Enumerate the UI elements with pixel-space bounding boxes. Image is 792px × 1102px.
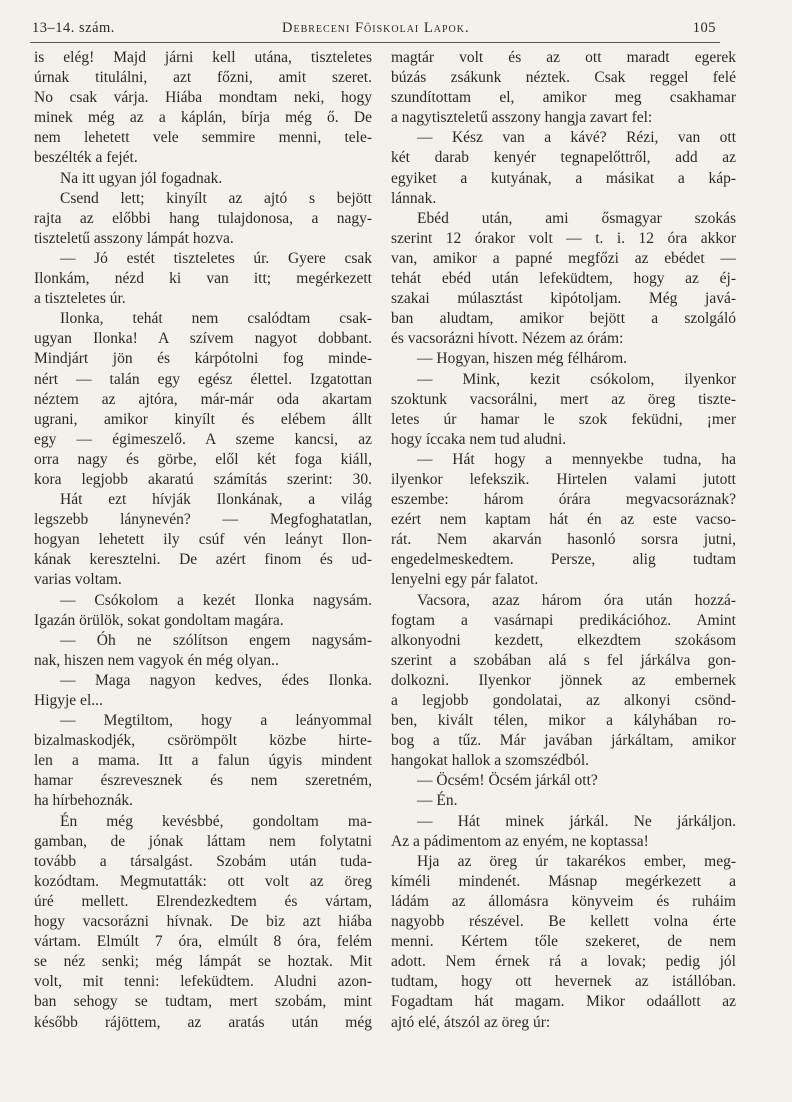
text-line: fogtam a vasárnapi predikációhoz. Amint — [391, 611, 736, 629]
running-header — [32, 20, 716, 42]
text-line: is elég! Majd járni kell utána, tiszteletes — [34, 49, 372, 66]
text-line: Ilonka, tehát nem csalódtam csak- — [60, 310, 372, 328]
text-line: menni. Kértem tőle szekeret, de nem — [391, 933, 736, 951]
text-line: Vacsora, azaz három óra után hozzá- — [417, 591, 736, 609]
text-line: szundítottam el, amikor meg csakhamar — [391, 89, 736, 107]
text-line: — Öcsém! Öcsém járkál ott? — [417, 772, 598, 790]
text-line: szerint a szobában alá s fel járkálva gon- — [391, 651, 736, 669]
text-line: ezért nem kaptam hát én az este vacso- — [391, 511, 736, 529]
text-line: — Hát minek járkál. Ne járkáljon. — [417, 812, 736, 830]
text-line: magtár volt és az ott maradt egerek — [391, 49, 736, 66]
text-line: úrnak titulálni, azt főzni, amit szeret. — [34, 69, 372, 87]
text-line: Csend lett; kinyílt az ajtó s bejött — [60, 189, 372, 207]
text-line: Én még kevésbbé, gondoltam ma- — [60, 812, 372, 830]
text-line: hogyan lehetett ily csúf vén leányt Ilon- — [34, 531, 372, 549]
text-line: ajtó elé, átszól az öreg úr: — [391, 1013, 551, 1031]
text-line: — Hogyan, hiszen még félhárom. — [417, 350, 628, 368]
text-line: gamban, de jónak láttam nem folytatni — [34, 832, 372, 850]
text-line: len a mama. Itt a falun úgyis mindent — [34, 752, 372, 770]
text-line: eszembe: három órára megvacsoráznak? — [391, 491, 736, 509]
text-line: ha hírbehoznák. — [34, 792, 133, 810]
issue-number: 13–14. szám. — [32, 20, 115, 36]
left-column — [34, 48, 372, 1033]
text-line: Mindjárt jön és kárpótolni fog minde- — [34, 350, 372, 368]
text-line: ugyan Ilonka! A szívem nagyot dobbant. — [34, 330, 372, 348]
text-line: szerint 12 órakor volt — t. i. 12 óra akkor — [391, 229, 736, 247]
text-line: — Hát hogy a mennyekbe tudna, ha — [417, 450, 736, 468]
text-line: úré mellett. Elrendezkedtem és vártam, — [34, 892, 372, 910]
text-line: a nagytiszteletű asszony hangja zavart fel: — [391, 109, 653, 127]
text-line: hogy íccaka nem tud aludni. — [391, 430, 567, 448]
text-line: tudtam, hogy ott hevernek az istállóban. — [391, 973, 736, 991]
text-line: lánnak. — [391, 189, 437, 207]
text-line: adott. Nem érnek rá a lovak; pedig jól — [391, 953, 736, 971]
text-line: tovább a társalgást. Szobám után tuda- — [34, 852, 372, 870]
text-line: tehát ebéd után lefeküdtem, hogy az éj- — [391, 270, 736, 288]
text-line: hamar észrevesznek és nem szeretném, — [34, 772, 372, 790]
text-line: rajta az előbbi hang tulajdonosa, a nagy- — [34, 209, 372, 227]
text-line: szoktunk vacsorálni, mert az öreg tiszte- — [391, 390, 736, 408]
text-line: alkonyodni kezdett, elkezdtem szokásom — [391, 631, 736, 649]
text-line: Az a pádimentom az enyém, ne koptassa! — [391, 832, 649, 850]
text-line: dolkozni. Ilyenkor jönnek az embernek — [391, 671, 736, 689]
text-line: ládám az állomásra könyveim és ruháim — [391, 892, 736, 910]
text-line: lenyelni egy pár falatot. — [391, 571, 539, 589]
text-line: nagyobb részével. Be kellett volna érte — [391, 913, 736, 931]
text-line: bizalmaskodjék, csörömpölt közbe hirte- — [34, 732, 372, 750]
text-line: — Mink, kezit csókolom, ilyenkor — [417, 370, 736, 388]
text-line: beszélték a fejét. — [34, 149, 138, 167]
text-line: No csak várja. Hiába mondtam neki, hogy — [34, 89, 372, 107]
text-line: engedelmeskedtem. Persze, alig tudtam — [391, 551, 736, 569]
text-line: — Maga nagyon kedves, édes Ilonka. — [60, 671, 372, 689]
text-line: Na itt ugyan jól fogadnak. — [60, 169, 223, 187]
text-line: vártam. Elmúlt 7 óra, elmúlt 8 óra, felém — [34, 933, 372, 951]
text-line: kíméli mindenét. Másnap megérkezett a — [391, 872, 736, 890]
text-line: a legjobb gondolatai, az alkonyi csönd- — [391, 692, 736, 709]
text-line: egy — égimeszelő. A szeme kancsi, az — [34, 430, 372, 448]
text-line: van, amikor a papné megfőzi az ebédet — — [391, 249, 736, 267]
header-rule — [30, 42, 720, 43]
text-line: szakai múlasztást kipótoljam. Még javá- — [391, 290, 736, 308]
text-line: ben, kivált télen, mikor a kályhában ro- — [391, 712, 736, 730]
text-line: hangokat hallok a szomszédból. — [391, 752, 590, 770]
text-line: Hát ezt hívják Ilonkának, a világ — [60, 491, 372, 509]
text-line: kora legjobb akaratú számítás szerint: 30. — [34, 470, 372, 488]
text-line: tiszteletű asszony lámpát hozva. — [34, 229, 234, 247]
text-line: bog a tűz. Már javában járkáltam, amikor — [391, 732, 736, 750]
text-line: nem lehetett vele semmire menni, tele- — [34, 129, 372, 147]
text-line: se néz senki; még lámpát se hoztak. Mit — [34, 953, 372, 971]
text-line: Ebéd után, ami ősmagyar szokás — [417, 209, 736, 227]
text-line: a tiszteletes úr. — [34, 290, 126, 308]
text-line: — Jó estét tiszteletes úr. Gyere csak — [60, 249, 372, 267]
text-line: búzás zsákunk néztek. Csak reggel felé — [391, 69, 736, 87]
text-line: — Kész van a kávé? Rézi, van ott — [417, 129, 736, 147]
text-line: kozódtam. Megmutatták: ott volt az öreg — [34, 872, 372, 890]
text-line: ban aludtam, amikor bejött a szolgáló — [391, 310, 736, 328]
text-line: Igazán örülök, sokat gondoltam magára. — [34, 611, 284, 629]
text-line: volt, mit tenni: lefeküdtem. Aludni azon- — [34, 973, 372, 991]
text-line: — Megtiltom, hogy a leányommal — [60, 712, 372, 730]
text-line: — Óh ne szólítson engem nagysám- — [60, 631, 372, 649]
text-line: Fogadtam hát magam. Mikor odaállott az — [391, 993, 736, 1011]
text-line: nért — talán egy egész élettel. Izgatottan — [34, 370, 372, 388]
text-line: kának keresztelni. De azért finom és ud- — [34, 551, 372, 569]
text-line: Ilonkám, nézd ki van itt; megérkezett — [34, 270, 372, 288]
journal-title: Debreceni Főiskolai Lapok. — [282, 20, 470, 36]
text-line: hogy vacsorázni hívnak. De biz azt hiába — [34, 913, 372, 931]
text-line: rát. Nem akarván hasonló sorsra jutni, — [391, 531, 736, 549]
text-line: legszebb lánynevén? — Megfoghatatlan, — [34, 511, 372, 529]
page-number: 105 — [692, 20, 716, 36]
text-line: két darab kenyér tegnapelőttről, add az — [391, 149, 736, 167]
text-line: Higyje el... — [34, 692, 103, 709]
text-line: minek még az a káplán, bírja még ő. De — [34, 109, 372, 127]
text-line: — Csókolom a kezét Ilonka nagysám. — [60, 591, 372, 609]
text-line: egyiket a kutyának, a másikat a káp- — [391, 169, 736, 187]
text-line: néztem az ajtóra, már-már oda akartam — [34, 390, 372, 408]
text-line: ilyenkor lefekszik. Hirtelen valami jutott — [391, 470, 736, 488]
text-line: — Én. — [417, 792, 458, 810]
text-line: varias voltam. — [34, 571, 122, 589]
text-line: Hja az öreg úr takarékos ember, meg- — [417, 852, 736, 870]
text-line: letes úr hamar le szok feküdni, ¡mer — [391, 410, 736, 428]
text-line: ban sehogy se tudtam, mert szobám, mint — [34, 993, 372, 1011]
text-line: később rájöttem, az aratás után még — [34, 1013, 372, 1031]
text-line: és vacsorázni hívott. Nézem az órám: — [391, 330, 624, 348]
text-line: orra nagy és görbe, elől két foga kiáll, — [34, 450, 372, 468]
text-line: nak, hiszen nem vagyok én még olyan.. — [34, 651, 279, 669]
text-line: ugrani, amikor kinyílt és elébem állt — [34, 410, 372, 428]
right-column — [391, 48, 736, 1033]
